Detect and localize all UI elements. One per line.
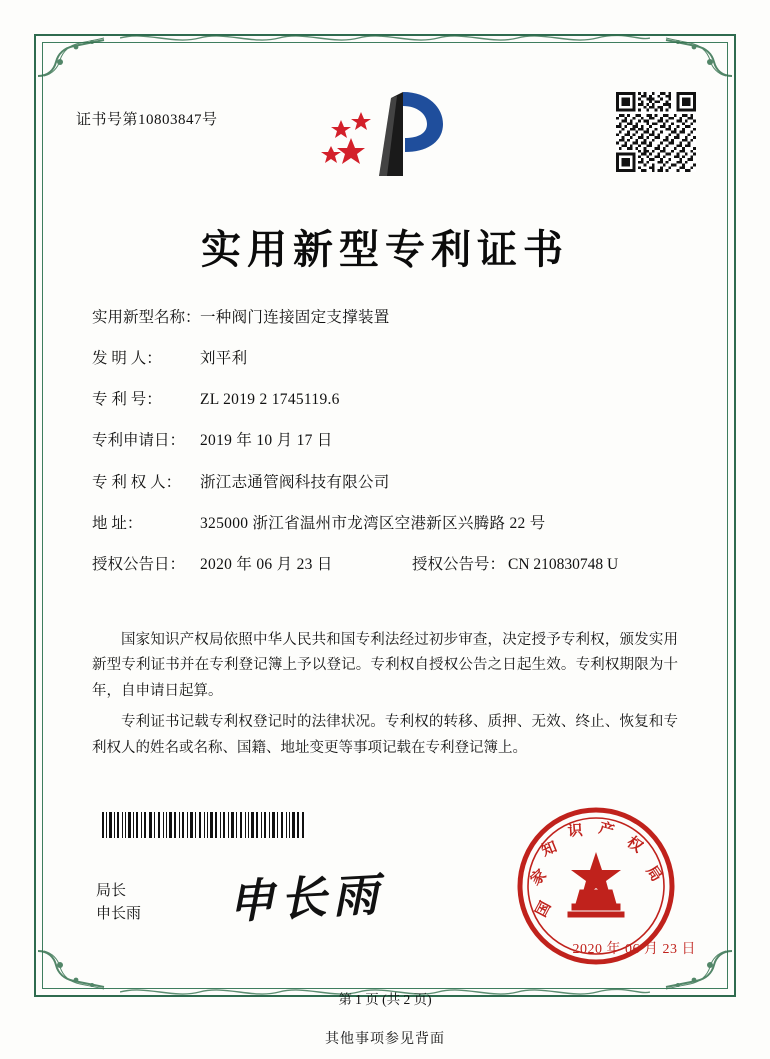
field-value: 2020 年 06 月 23 日: [200, 555, 333, 573]
body-text: [92, 628, 678, 767]
field-label: 发 明 人：: [92, 350, 162, 368]
paragraph: 专利证书记载专利权登记时的法律状况。专利权的转移、质押、无效、终止、恢复和专利权人的姓名或名称、国籍、地址变更等事项记载在专利登记簿上。: [92, 714, 678, 756]
barcode-icon: [100, 812, 308, 838]
field-label: 专利申请日：: [92, 432, 186, 450]
qr-code-icon: [616, 92, 696, 172]
handwritten-signature: 申长雨: [226, 868, 386, 929]
director-name-label: 申长雨: [96, 906, 142, 923]
page-indicator: 第 1 页 (共 2 页): [338, 992, 432, 1007]
signature-labels: [96, 880, 141, 927]
svg-text:局: 局: [642, 863, 665, 885]
director-title-label: 局长: [96, 883, 127, 899]
edge-ornament-icon: [120, 31, 650, 45]
field-row: [92, 431, 682, 451]
field-row: [92, 390, 682, 410]
corner-ornament-icon: [664, 34, 734, 78]
field-value: 浙江志通管阀科技有限公司: [200, 473, 390, 491]
field-value: ZL 2019 2 1745119.6: [200, 391, 340, 409]
field-value: 325000 浙江省温州市龙湾区空港新区兴腾路 22 号: [200, 514, 546, 532]
svg-text:产: 产: [596, 820, 616, 840]
footer-note: 其他事项参见背面: [325, 1032, 445, 1047]
svg-text:识: 识: [567, 822, 584, 840]
field-list: [92, 308, 682, 596]
field-value-secondary: CN 210830748 U: [508, 555, 619, 573]
field-row: [92, 514, 682, 534]
field-label: 专 利 号：: [92, 391, 162, 409]
paragraph: 国家知识产权局依照中华人民共和国专利法经过初步审查，决定授予专利权，颁发实用新型专利证书并在专利登记簿上予以登记。专利权自授权公告之日起生效。专利权期限为十年，自申请日起算。: [92, 632, 678, 699]
field-value: 刘平利: [200, 350, 248, 368]
certificate-number: 证书号第10803847号: [76, 112, 218, 128]
cnipa-logo-icon: [317, 86, 453, 178]
field-row-dual: [92, 555, 682, 575]
field-row: [92, 473, 682, 493]
field-label: 地 址：: [92, 514, 143, 532]
svg-text:权: 权: [623, 834, 646, 857]
field-value: 一种阀门连接固定支撑装置: [200, 309, 390, 326]
page-title: 实用新型专利证书: [201, 227, 569, 272]
field-label-secondary: 授权公告号：: [412, 555, 506, 573]
field-label: 授权公告日：: [92, 555, 186, 573]
corner-ornament-icon: [36, 34, 106, 78]
seal-date: 2020 年 06 月 23 日: [572, 942, 696, 957]
field-row: [92, 308, 682, 328]
field-label: 专 利 权 人：: [92, 473, 182, 491]
svg-text:国: 国: [533, 899, 555, 920]
field-label: 实用新型名称：: [92, 309, 201, 326]
field-row: [92, 349, 682, 369]
svg-text:家: 家: [527, 867, 550, 889]
corner-ornament-icon: [36, 949, 106, 993]
svg-text:知: 知: [539, 839, 560, 860]
field-value: 2019 年 10 月 17 日: [200, 432, 333, 450]
